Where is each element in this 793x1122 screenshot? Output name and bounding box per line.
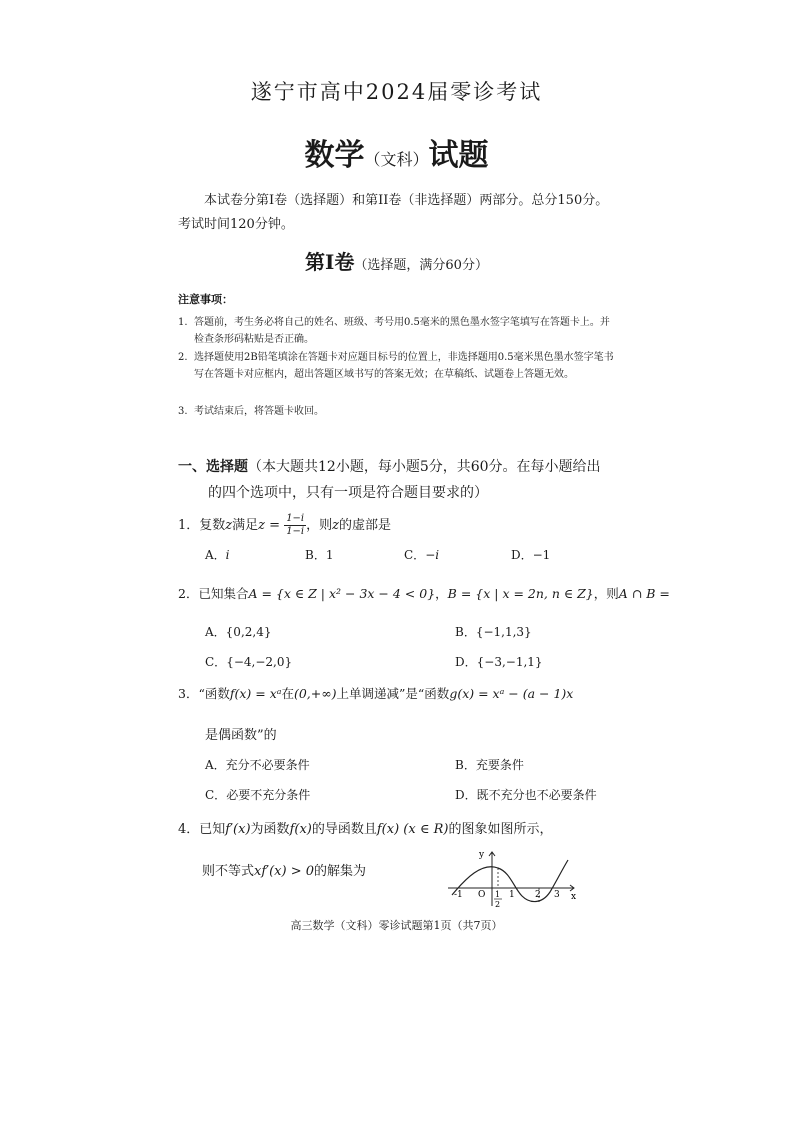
q3-option-b[interactable] bbox=[455, 756, 524, 773]
part1-note: （选择题，满分60分） bbox=[354, 258, 488, 273]
option-label: A． bbox=[205, 625, 226, 639]
q4-line2 bbox=[202, 860, 366, 879]
note-text: 答题前，考生务必将自己的姓名、班级、考号用0.5毫米的黑色墨水签字笔填写在答题卡上。并检查条形码粘贴是否正确。 bbox=[194, 317, 610, 345]
q1-lhs: z = bbox=[258, 518, 285, 533]
q3-p1: “函数 bbox=[198, 686, 230, 701]
q4-line2-pre: 则不等式 bbox=[202, 864, 255, 879]
q4-p3: 的导函数且 bbox=[311, 822, 377, 837]
q4-p2: 为函数 bbox=[250, 822, 290, 837]
q3-option-a[interactable] bbox=[205, 756, 310, 773]
q1-mid: 满足 bbox=[232, 518, 259, 533]
note-text: 选择题使用2B铅笔填涂在答题卡对应题目标号的位置上，非选择题用0.5毫米黑色墨水签字笔书写在答题卡对应框内，超出答题区域书写的答案无效；在草稿纸、试题卷上答题无效。 bbox=[194, 352, 614, 380]
part1-label: 第Ⅰ卷 bbox=[305, 250, 355, 274]
q4-p1: 已知 bbox=[199, 822, 226, 837]
q4-p4: 的图象如图所示， bbox=[448, 822, 553, 837]
section1-desc2: 的四个选项中，只有一项是符合题目要求的） bbox=[208, 485, 488, 501]
q4-ineq: xf′(x) > 0 bbox=[254, 864, 315, 879]
x-label: x bbox=[571, 892, 577, 902]
origin-label: O bbox=[478, 890, 486, 900]
question-3 bbox=[178, 684, 573, 702]
subject-main: 数学 bbox=[304, 138, 365, 173]
option-value: 充要条件 bbox=[475, 758, 524, 772]
tick-label: 1 bbox=[509, 890, 515, 900]
option-value: {0,2,4} bbox=[225, 625, 272, 639]
q4-function-graph bbox=[446, 846, 581, 908]
option-label: A． bbox=[205, 548, 226, 562]
q1-num: 1． bbox=[178, 518, 200, 533]
option-label: B． bbox=[455, 625, 476, 639]
option-value: i bbox=[225, 548, 230, 562]
question-2 bbox=[178, 584, 670, 602]
option-value: {−3,−1,1} bbox=[476, 655, 543, 669]
part1-heading bbox=[0, 246, 793, 275]
question-4 bbox=[178, 818, 552, 837]
section1-title: 一、选择题 bbox=[178, 459, 248, 475]
q3-option-c[interactable] bbox=[205, 786, 310, 803]
note-text: 考试结束后，将答题卡收回。 bbox=[194, 406, 324, 417]
page-footer: 高三数学（文科）零诊试题第1页（共7页） bbox=[290, 919, 503, 932]
q2-sep: ， bbox=[435, 586, 448, 601]
q2-option-c[interactable] bbox=[205, 653, 292, 670]
section1-desc1: （本大题共12小题，每小题5分，共60分。在每小题给出 bbox=[248, 459, 601, 475]
q4-num: 4． bbox=[178, 822, 200, 837]
y-label: y bbox=[479, 850, 485, 860]
q1-option-a[interactable] bbox=[205, 546, 230, 563]
q2-expr: A ∩ B = bbox=[618, 586, 670, 601]
q3-interval: (0,+∞) bbox=[293, 686, 337, 701]
option-value: 必要不充分条件 bbox=[226, 788, 311, 802]
q3-g: g(x) = xᵃ − (a − 1)x bbox=[449, 686, 574, 701]
option-label: D． bbox=[511, 548, 533, 562]
tick-label: 2 bbox=[535, 890, 541, 900]
q3-option-d[interactable] bbox=[455, 786, 597, 803]
q2-option-b[interactable] bbox=[455, 623, 532, 640]
subject-paren: （文科） bbox=[364, 150, 429, 169]
option-label: C． bbox=[404, 548, 426, 562]
q2-pre: 已知集合 bbox=[198, 586, 249, 601]
q1-var2: z bbox=[332, 518, 340, 533]
note-item bbox=[178, 349, 618, 383]
q3-num: 3． bbox=[178, 686, 199, 701]
note-item bbox=[178, 314, 618, 348]
tick-label: -1 bbox=[454, 890, 463, 900]
notes-heading: 注意事项： bbox=[178, 293, 233, 306]
option-value: −1 bbox=[532, 548, 551, 562]
q2-set-a: A = {x ∈ Z | x² − 3x − 4 < 0} bbox=[248, 586, 436, 601]
tick-label: 1 bbox=[495, 890, 501, 899]
q2-post: ，则 bbox=[593, 586, 619, 601]
option-value: 1 bbox=[325, 548, 334, 562]
q1-fraction bbox=[284, 513, 306, 538]
question-1 bbox=[178, 513, 391, 538]
q2-num: 2． bbox=[178, 586, 199, 601]
option-label: D． bbox=[455, 788, 477, 802]
option-label: B． bbox=[305, 548, 326, 562]
intro-paragraph: 本试卷分第Ⅰ卷（选择题）和第II卷（非选择题）两部分。总分150分。考试时间120分钟。 bbox=[178, 193, 609, 232]
q3-line2: 是偶函数”的 bbox=[205, 728, 277, 743]
q3-p2: 在 bbox=[281, 686, 294, 701]
q2-option-d[interactable] bbox=[455, 653, 543, 670]
tick-label: 3 bbox=[554, 890, 560, 900]
exam-title: 遂宁市高中2024届零诊考试 bbox=[250, 80, 543, 104]
note-num: 3. bbox=[178, 406, 188, 417]
q1-post: ，则 bbox=[306, 518, 333, 533]
option-value: 既不充分也不必要条件 bbox=[476, 788, 597, 802]
q3-f: f(x) = xᵃ bbox=[229, 686, 282, 701]
q1-post2: 的虚部是 bbox=[339, 518, 392, 533]
q1-option-d[interactable] bbox=[511, 546, 550, 563]
note-num: 1. bbox=[178, 317, 188, 328]
q4-fprime: f′(x) bbox=[225, 822, 251, 837]
q4-fx: f(x) bbox=[289, 822, 312, 837]
q1-option-b[interactable] bbox=[305, 546, 333, 563]
option-value: −i bbox=[425, 548, 440, 562]
option-label: C． bbox=[205, 788, 227, 802]
exam-subject bbox=[0, 130, 793, 174]
q1-var: z bbox=[225, 518, 233, 533]
option-value: {−1,1,3} bbox=[475, 625, 532, 639]
q1-pre: 复数 bbox=[199, 518, 226, 533]
tick-label: 2 bbox=[495, 900, 501, 908]
q3-p3: 上单调递减”是“函数 bbox=[336, 686, 450, 701]
q1-frac-num: 1−i bbox=[286, 513, 305, 524]
option-label: C． bbox=[205, 655, 227, 669]
note-num: 2. bbox=[178, 352, 188, 363]
q1-option-c[interactable] bbox=[404, 546, 439, 563]
option-label: A． bbox=[205, 758, 226, 772]
subject-tail: 试题 bbox=[428, 138, 489, 173]
option-label: D． bbox=[455, 655, 477, 669]
option-label: B． bbox=[455, 758, 476, 772]
q2-set-b: B = {x | x = 2n, n ∈ Z} bbox=[447, 586, 594, 601]
section1-heading bbox=[178, 454, 628, 506]
q4-line2-post: 的解集为 bbox=[314, 864, 367, 879]
q4-fx2: f(x) (x ∈ R) bbox=[376, 822, 449, 837]
option-value: 充分不必要条件 bbox=[225, 758, 310, 772]
note-item bbox=[178, 403, 618, 420]
q1-frac-den: 1−i bbox=[286, 526, 305, 537]
q2-option-a[interactable] bbox=[205, 623, 271, 640]
option-value: {−4,−2,0} bbox=[226, 655, 293, 669]
